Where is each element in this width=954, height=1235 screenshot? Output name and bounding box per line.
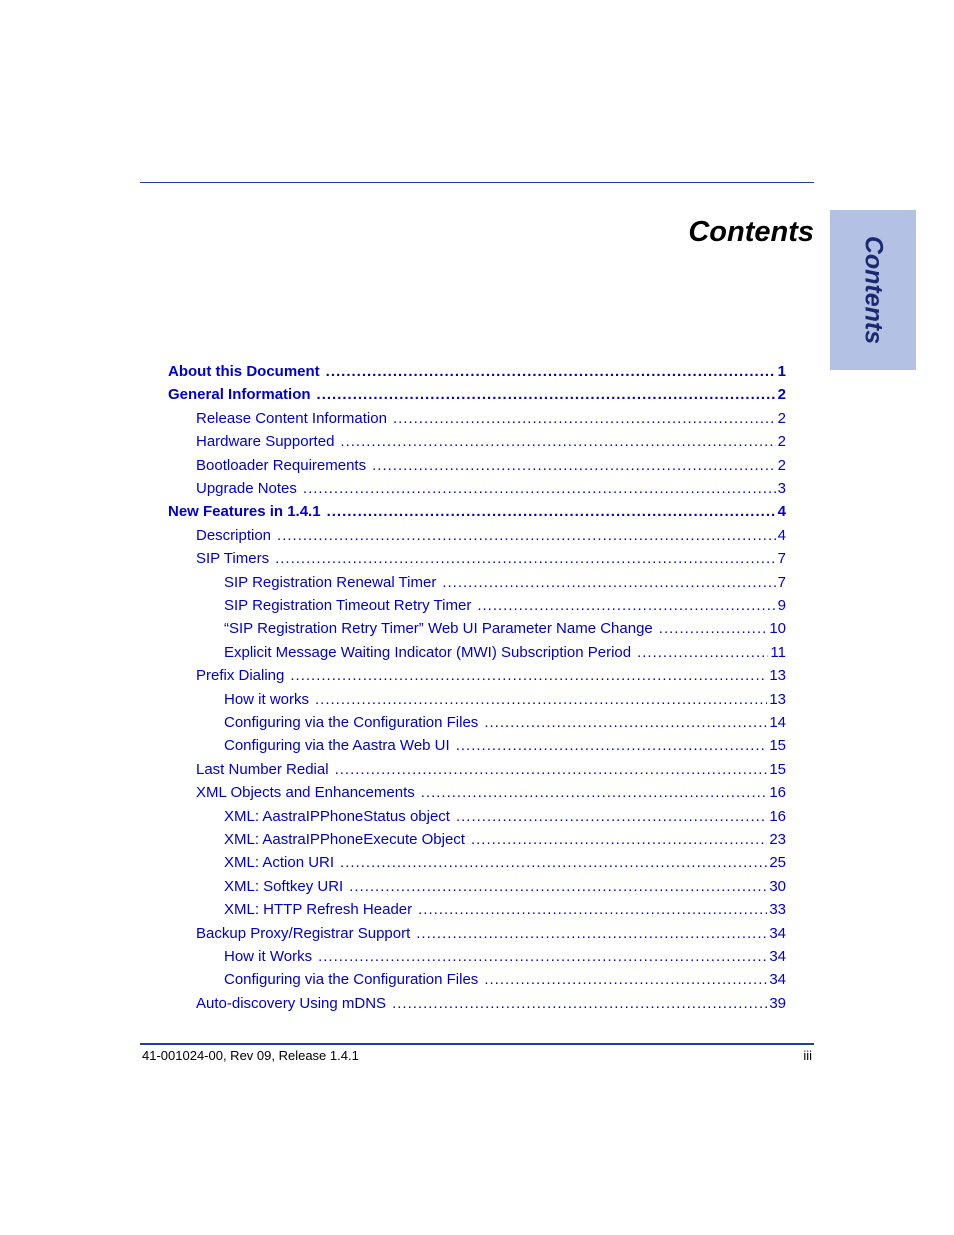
toc-entry-page: 23 [769,831,786,848]
toc-entry[interactable] [224,735,786,757]
toc-entry[interactable] [168,361,786,383]
toc-dot-leader [393,408,776,430]
toc-entry-page: 1 [777,363,786,380]
toc-dot-leader [372,455,776,477]
toc-entry[interactable] [224,829,786,851]
toc-entry-title: Bootloader Requirements [196,456,367,474]
toc-entry-page: 34 [769,924,786,942]
toc-entry-page: 2 [777,456,786,474]
toc-entry[interactable] [224,946,786,968]
toc-entry-title: Upgrade Notes [196,480,297,497]
toc-entry-title: SIP Registration Renewal Timer [224,573,437,591]
toc-entry[interactable] [224,899,786,921]
toc-dot-leader [317,384,776,406]
toc-dot-leader [659,618,768,640]
toc-dot-leader [416,923,767,945]
toc-entry[interactable] [224,595,786,617]
toc-dot-leader [456,806,767,828]
toc-entry[interactable] [196,455,786,477]
toc-entry-title: Release Content Information [196,409,387,427]
toc-entry[interactable] [196,431,786,453]
toc-dot-leader [456,735,768,757]
toc-dot-leader [418,899,767,921]
toc-entry[interactable] [196,759,786,781]
toc-entry-title: XML Objects and Enhancements [196,784,415,802]
toc-entry-title: Configuring via the Configuration Files [224,714,479,731]
toc-entry-page: 7 [777,573,786,591]
toc-entry-page: 13 [769,690,786,708]
toc-entry[interactable] [224,572,786,594]
toc-entry-page: 7 [777,550,786,568]
toc-entry-title: Configuring via the Aastra Web UI [224,737,450,755]
toc-entry-page: 33 [769,901,786,919]
toc-dot-leader [335,759,768,781]
toc-entry-page: 2 [777,433,786,451]
toc-entry[interactable] [224,618,786,640]
toc-dot-leader [303,478,776,500]
toc-entry-page: 16 [769,807,786,825]
toc-entry-page: 15 [769,760,786,778]
toc-entry[interactable] [196,478,786,500]
toc-entry-title: Prefix Dialing [196,667,285,685]
toc-dot-leader [637,642,768,664]
toc-entry-title: XML: Action URI [224,854,335,872]
toc-entry[interactable] [224,689,786,711]
toc-entry[interactable] [196,923,786,945]
toc-entry[interactable] [196,408,786,430]
toc-entry-title: Configuring via the Configuration Files [224,971,479,989]
toc-dot-leader [290,665,767,687]
toc-entry-title: Auto-discovery Using mDNS [196,994,387,1012]
toc-entry[interactable] [224,876,786,898]
toc-dot-leader [421,782,768,804]
toc-entry-page: 16 [769,784,786,802]
toc-entry-title: Description [196,526,272,544]
toc-entry-page: 25 [769,854,786,872]
toc-entry[interactable] [196,993,786,1015]
toc-entry[interactable] [224,852,786,874]
footer-doc-id: 41-001024-00, Rev 09, Release 1.4.1 [142,1048,359,1063]
toc-entry-page: 15 [769,737,786,755]
toc-entry-page: 2 [777,386,786,404]
toc-entry[interactable] [196,782,786,804]
toc-entry-title: Explicit Message Waiting Indicator (MWI) Subscription Period [224,643,632,661]
toc-entry[interactable] [224,806,786,828]
toc-entry-page: 34 [769,948,786,965]
side-tab [830,210,916,370]
toc-entry-title: XML: AastraIPPhoneStatus object [224,807,450,825]
toc-dot-leader [471,829,767,851]
toc-entry-page: 34 [769,971,786,989]
toc-dot-leader [484,969,767,991]
toc-dot-leader [392,993,767,1015]
toc-entry-title: Backup Proxy/Registrar Support [196,924,411,942]
toc-entry-title: SIP Timers [196,550,270,568]
toc-entry-page: 3 [777,480,786,497]
toc-dot-leader [277,525,776,547]
bottom-rule [140,1043,814,1045]
toc-entry[interactable] [168,384,786,406]
toc-entry[interactable] [224,969,786,991]
toc-entry-title: Last Number Redial [196,760,329,778]
toc-dot-leader [340,431,775,453]
toc-dot-leader [477,595,775,617]
toc-entry-page: 30 [769,877,786,895]
toc-entry[interactable] [168,501,786,523]
top-rule [140,182,814,183]
toc-entry-page: 10 [769,620,786,638]
footer-page-number: iii [803,1048,812,1063]
toc-dot-leader [442,572,775,594]
toc-entry-title: General Information [168,386,311,404]
toc-entry-page: 2 [777,409,786,427]
toc-entry-page: 11 [770,643,786,661]
toc-entry-page: 9 [777,597,786,614]
toc-dot-leader [340,852,767,874]
toc-entry[interactable] [224,642,786,664]
toc-entry-title: XML: AastraIPPhoneExecute Object [224,831,465,848]
toc-dot-leader [275,548,776,570]
toc-dot-leader [326,361,776,383]
toc-entry-page: 4 [777,503,786,521]
toc-entry-title: How it Works [224,948,313,965]
toc-dot-leader [315,689,767,711]
toc-entry-title: About this Document [168,363,320,380]
side-tab-label: Contents [859,235,888,345]
toc-entry-page: 13 [769,667,786,685]
toc-entry[interactable] [224,712,786,734]
toc-entry-title: How it works [224,690,310,708]
toc-entry-title: “SIP Registration Retry Timer” Web UI Parameter Name Change [224,620,653,638]
toc-dot-leader [327,501,776,523]
toc-entry[interactable] [196,525,786,547]
toc-entry-title: Hardware Supported [196,433,335,451]
toc-dot-leader [318,946,767,968]
toc-entry[interactable] [196,665,786,687]
toc-entry-title: SIP Registration Timeout Retry Timer [224,597,472,614]
toc-entry[interactable] [196,548,786,570]
toc-entry-page: 39 [769,994,786,1012]
toc-entry-page: 4 [777,526,786,544]
toc-dot-leader [349,876,767,898]
page-title: Contents [688,216,814,248]
toc-entry-title: XML: Softkey URI [224,877,344,895]
toc-entry-title: XML: HTTP Refresh Header [224,901,413,919]
toc-entry-title: New Features in 1.4.1 [168,503,321,521]
toc-dot-leader [484,712,767,734]
toc-entry-page: 14 [769,714,786,731]
